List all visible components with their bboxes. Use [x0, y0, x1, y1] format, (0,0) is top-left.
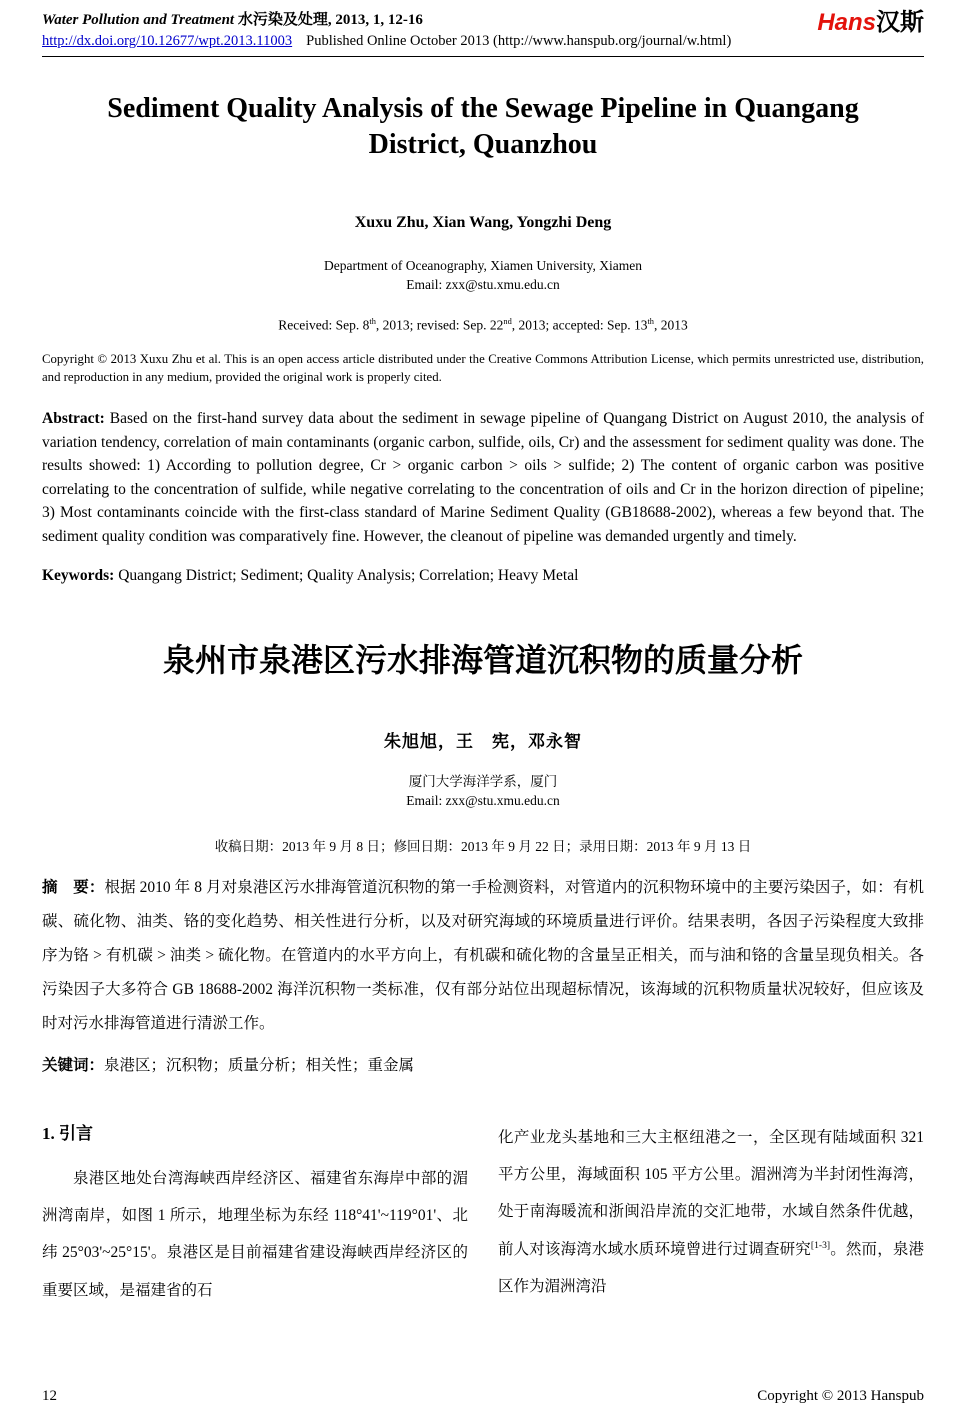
received-text: , 2013 — [653, 317, 688, 333]
keywords-text-en: Quangang District; Sediment; Quality Analysis; Correlation; Heavy Metal — [114, 566, 579, 584]
keywords-label-zh: 关键词： — [42, 1057, 105, 1075]
hanspub-logo-hanzi-text: 汉斯 — [876, 9, 924, 36]
abstract-text-en: Based on the first-hand survey data about the sediment in sewage pipeline of Quangang District on August 2010, the analysis of variation tendency, correlation of main contaminants (organic carbon, sulfide, oils, Cr) and the assessment for sediment quality was done. The results showed: 1) According to pollution degree, Cr > organic carbon > oils > sulfide; 2) The content of organic carbon was positive correlating to the concentration of sulfide, while negative correlating to the concentration of oils and Cr in the horizon direction of pipeline; 3) Most contaminants coincide with the first-class standard of Marine Sediment Quality (GB18688-2002), whereas a few beyond that. The sediment quality condition was comparatively fine. However, the cleanout of pipeline was demanded urgently and timely. — [42, 410, 924, 545]
page-number: 12 — [42, 1388, 57, 1404]
authors-en: Xuxu Zhu, Xian Wang, Yongzhi Deng — [354, 213, 612, 231]
ordinal-suffix: th — [647, 316, 654, 326]
footer-copyright: Copyright © 2013 Hanspub — [757, 1388, 924, 1404]
article-title-en: Sediment Quality Analysis of the Sewage Pipeline in Quangang District, Quanzhou — [107, 93, 859, 161]
section-1-paragraph-left: 泉港区地处台湾海峡西岸经济区、福建省东海岸中部的湄洲湾南岸，如图 1 所示，地理坐标为东经 118°41'~119°01'、北纬 25°03'~25°15'。泉港区是目前福建省建设海峡西岸经济区的重要区域，是福建省的石 — [42, 1170, 468, 1299]
journal-title-line — [42, 8, 731, 29]
email-zh: Email: zxx@stu.xmu.edu.cn — [406, 793, 560, 809]
keywords-en — [42, 567, 924, 585]
doi-link[interactable]: http://dx.doi.org/10.12677/wpt.2013.11003 — [42, 33, 293, 49]
received-dates-en — [42, 317, 924, 334]
affiliation-en: Department of Oceanography, Xiamen University, Xiamen — [323, 257, 642, 273]
keywords-label-en: Keywords: — [42, 566, 115, 584]
received-text: Received: Sep. 8 — [278, 317, 370, 333]
column-right — [498, 1119, 924, 1309]
doi-line — [42, 33, 731, 50]
page-footer — [42, 1388, 924, 1405]
header-divider — [42, 56, 924, 57]
authors-zh: 朱旭旭，王 宪，邓永智 — [384, 731, 582, 751]
article-title-zh: 泉州市泉港区污水排海管道沉积物的质量分析 — [162, 641, 803, 678]
paragraph-text: 化产业龙头基地和三大主枢纽港之一，全区现有陆域面积 321 平方公里，海域面积 105 平方公里。湄洲湾为半封闭性海湾，处于南海暖流和浙闽沿岸流的交汇地带，水域自然条件优越，前人对该海湾水域水质环境曾进行过调查研究 — [498, 1129, 924, 1258]
published-info: Published Online October 2013 (http://www.hanspub.org/journal/w.html) — [306, 33, 732, 49]
section-1-heading: 1. 引言 — [42, 1124, 93, 1144]
received-dates-zh: 收稿日期：2013 年 9 月 8 日；修回日期：2013 年 9 月 22 日；录用日期：2013 年 9 月 13 日 — [214, 838, 752, 854]
keywords-zh — [42, 1053, 924, 1075]
email-en: Email: zxx@stu.xmu.edu.cn — [406, 277, 560, 293]
journal-title-en: Water Pollution and Treatment — [42, 12, 235, 28]
received-text: , 2013; accepted: Sep. 13 — [511, 317, 648, 333]
paragraph-text: 。然而，泉港区作为湄洲湾沿 — [498, 1240, 924, 1295]
ordinal-suffix: th — [369, 316, 376, 326]
received-text: , 2013; revised: Sep. 22 — [375, 317, 504, 333]
column-left — [42, 1119, 468, 1309]
body-columns — [42, 1119, 924, 1309]
hanspub-logo — [817, 10, 924, 36]
abstract-text-zh: 根据 2010 年 8 月对泉港区污水排海管道沉积物的第一手检测资料，对管道内的沉积物环境中的主要污染因子，如：有机碳、硫化物、油类、铬的变化趋势、相关性进行分析，以及对研究海域的环境质量进行评价。结果表明，各因子污染程度大致排序为铬 > 有机碳 > 油类 > 硫化物。在管道内的水平方向上，有机碳和硫化物的含量呈正相关，而与油和铬的含量呈现负相关。各污染因子大多符合 GB 18688-2002 海洋沉积物一类标准，仅有部分站位出现超标情况，该海域的沉积物质量状况较好，但应该及时对污水排海管道进行清淤工作。 — [42, 878, 924, 1032]
ordinal-suffix: nd — [503, 316, 512, 326]
reference-marker: [1-3] — [810, 1239, 831, 1251]
hanspub-logo-hans-text: Hans — [817, 9, 876, 36]
abstract-label-zh: 摘 要： — [42, 878, 105, 896]
section-1-paragraph-right — [498, 1119, 924, 1305]
abstract-label-en: Abstract: — [42, 410, 105, 428]
journal-info — [42, 8, 731, 50]
abstract-zh — [42, 871, 924, 1041]
keywords-text-zh: 泉港区；沉积物；质量分析；相关性；重金属 — [104, 1057, 415, 1075]
affiliation-block-zh — [42, 772, 924, 811]
affiliation-block-en — [42, 256, 924, 295]
abstract-en — [42, 407, 924, 548]
journal-header — [42, 8, 924, 50]
affiliation-zh: 厦门大学海洋学系，厦门 — [408, 773, 558, 789]
copyright-notice: Copyright © 2013 Xuxu Zhu et al. This is an open access article distributed under the Creative Commons Attribution License, which permits unrestricted use, distribution, and reproduction in any medium, provided the original work is properly cited. — [42, 352, 924, 385]
journal-title-zh: 水污染及处理, 2013, 1, 12-16 — [234, 12, 423, 28]
